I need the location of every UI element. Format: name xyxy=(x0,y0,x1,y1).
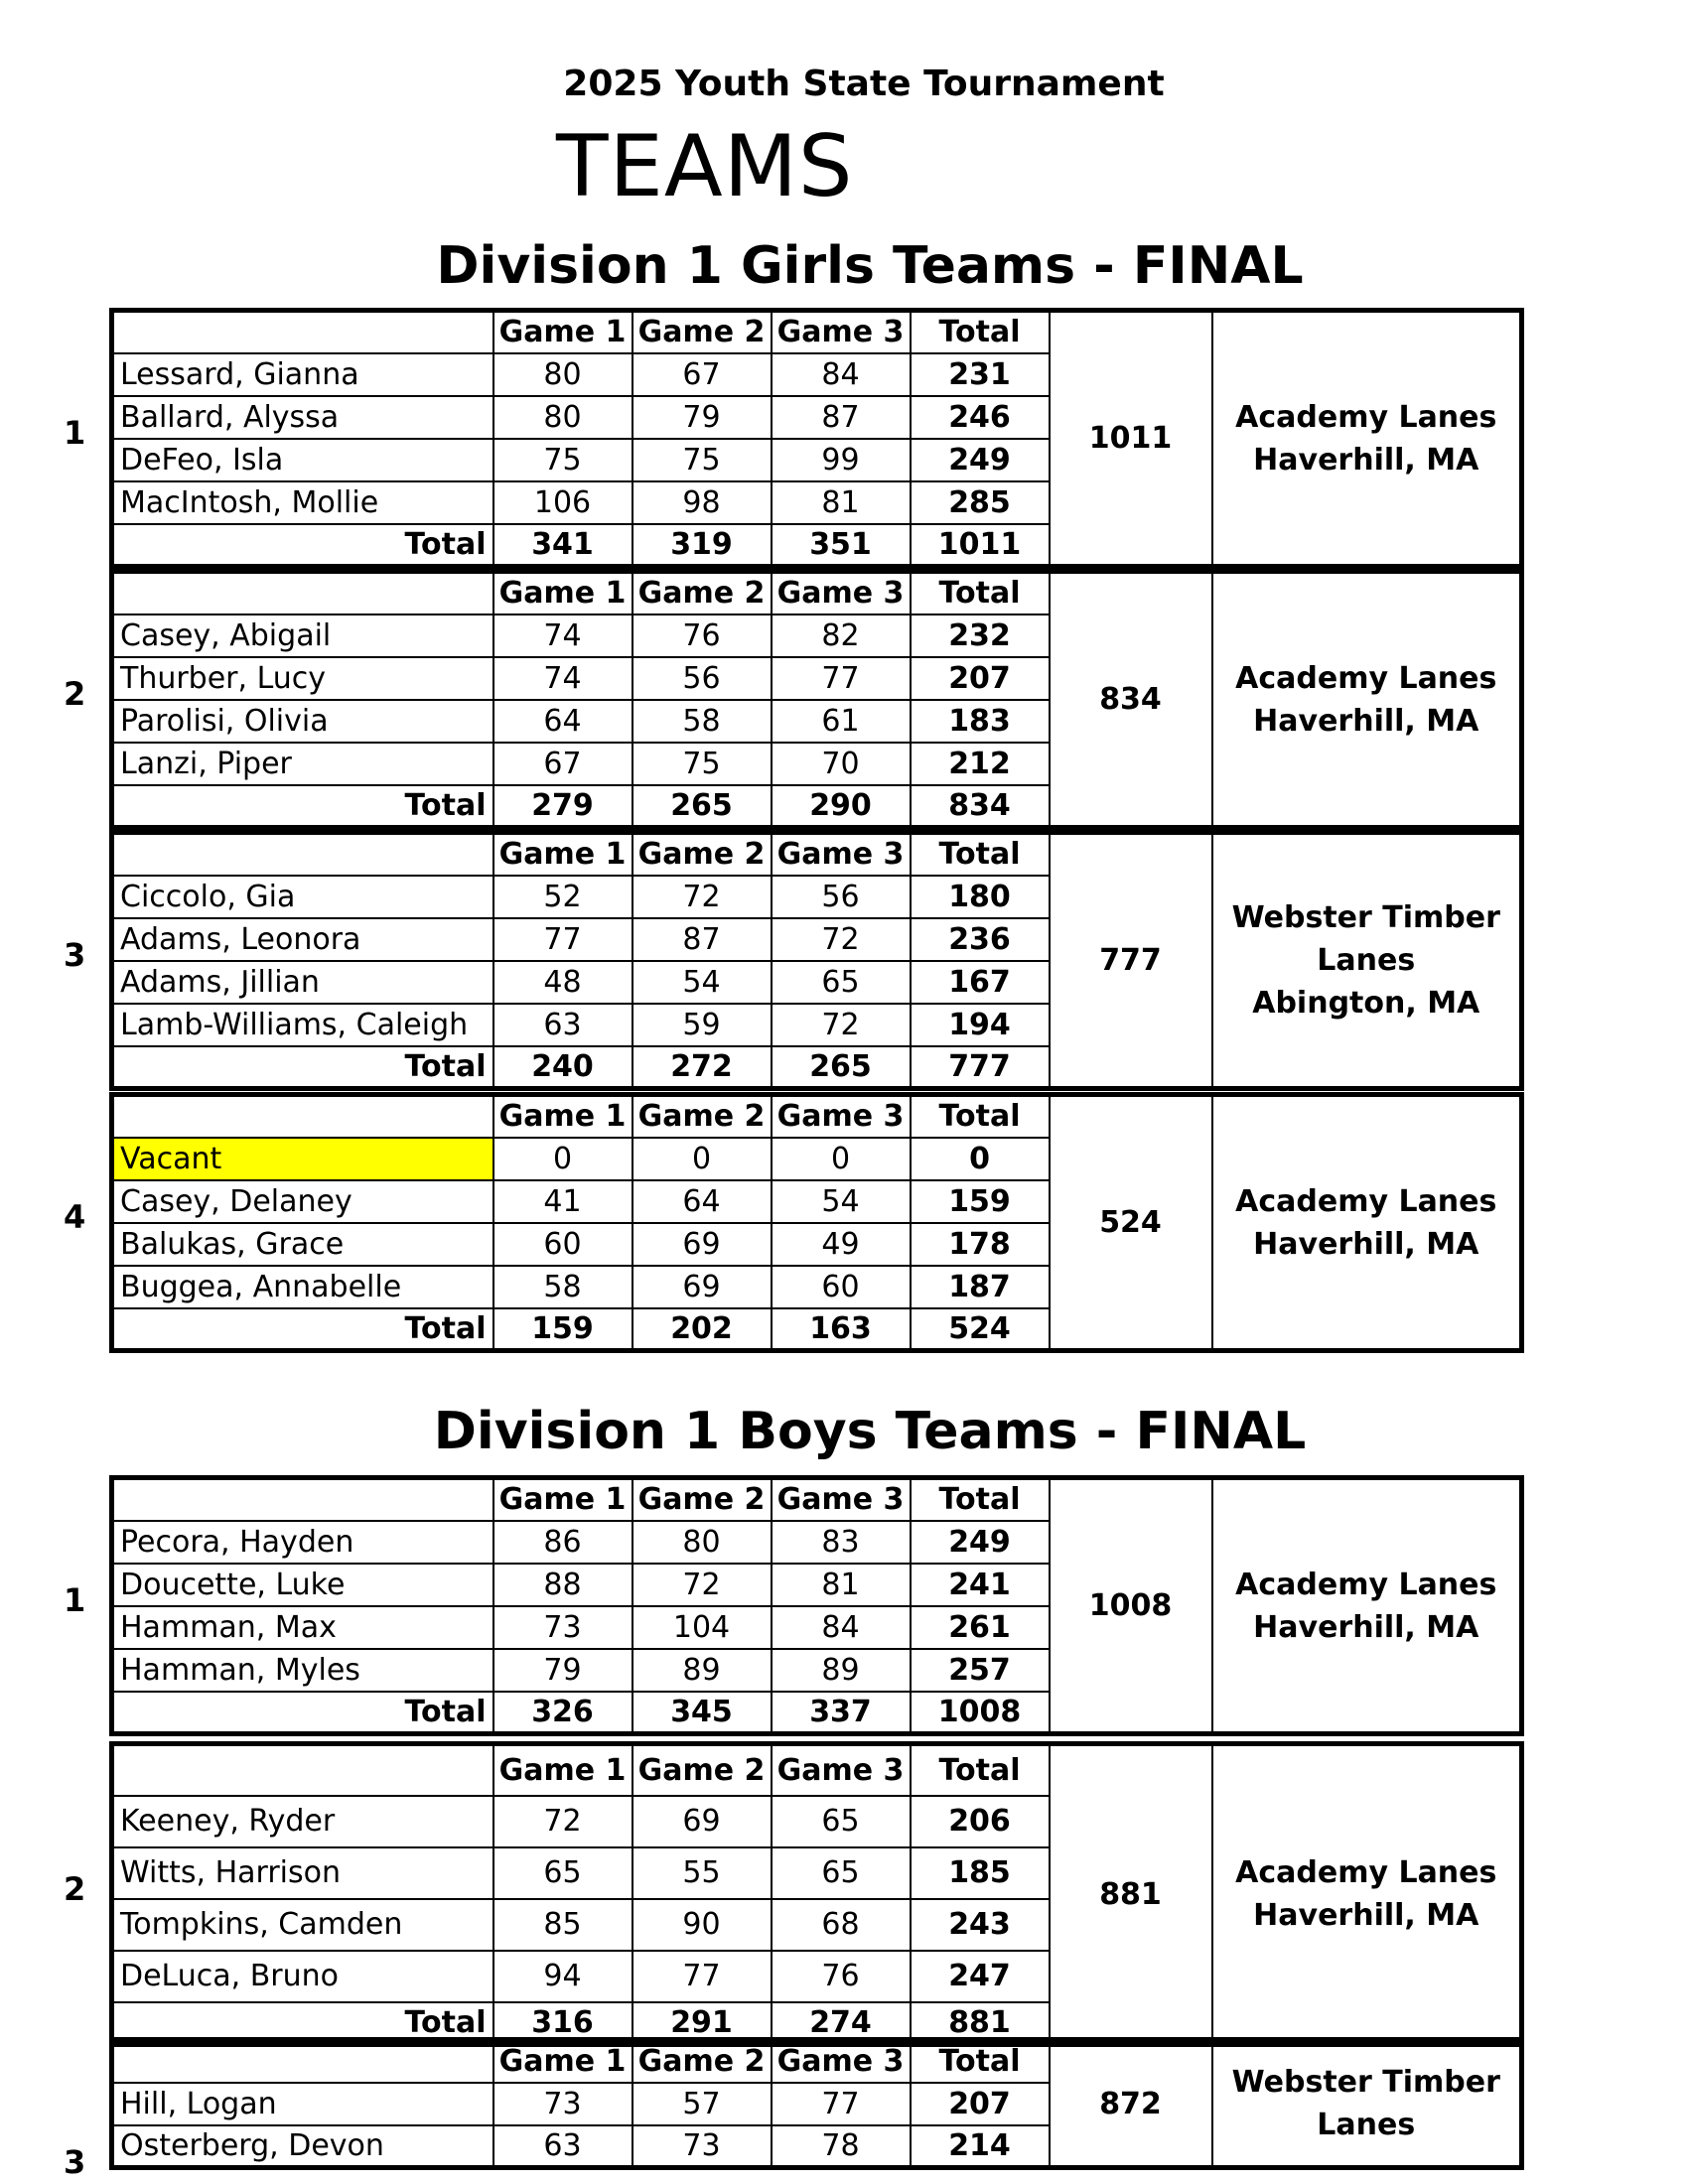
bowler-name: DeLuca, Bruno xyxy=(112,1951,493,2002)
game-2-total: 272 xyxy=(633,1046,772,1089)
bowler-total: 214 xyxy=(911,2125,1050,2168)
game-3-score: 54 xyxy=(772,1180,911,1223)
bowler-name: Balukas, Grace xyxy=(112,1223,493,1266)
bowler-total: 194 xyxy=(911,1004,1050,1046)
bowler-name: Thurber, Lucy xyxy=(112,657,493,700)
name-header-cell xyxy=(112,1095,493,1138)
team-block xyxy=(109,830,1524,1091)
page-heading: TEAMS xyxy=(556,117,854,216)
game-1-score: 86 xyxy=(493,1521,633,1564)
bowler-name: Hamman, Myles xyxy=(112,1649,493,1692)
game-1-total: 341 xyxy=(493,524,633,567)
column-header: Game 3 xyxy=(772,1095,911,1138)
game-2-score: 0 xyxy=(633,1138,772,1180)
bowler-total: 285 xyxy=(911,481,1050,524)
location-line: Haverhill, MA xyxy=(1253,1609,1479,1645)
bowler-total: 185 xyxy=(911,1847,1050,1899)
team-rank: 3 xyxy=(64,2143,86,2174)
location-line: Academy Lanes xyxy=(1235,1567,1497,1602)
game-1-total: 316 xyxy=(493,2002,633,2045)
column-header: Game 1 xyxy=(493,1095,633,1138)
team-rank: 3 xyxy=(64,936,86,974)
column-header: Game 3 xyxy=(772,2040,911,2083)
bowler-name: Vacant xyxy=(112,1138,493,1180)
game-2-score: 90 xyxy=(633,1899,772,1951)
game-1-score: 73 xyxy=(493,1606,633,1649)
division-title: Division 1 Boys Teams - FINAL xyxy=(433,1402,1307,1461)
column-header: Total xyxy=(911,1478,1050,1521)
team-block xyxy=(109,1475,1524,1736)
team-score-table xyxy=(109,569,1524,830)
game-2-score: 80 xyxy=(633,1521,772,1564)
game-3-score: 72 xyxy=(772,918,911,961)
team-total: 777 xyxy=(1050,833,1212,1089)
totals-label: Total xyxy=(112,2002,493,2045)
column-header: Game 2 xyxy=(633,1095,772,1138)
bowler-name: Casey, Abigail xyxy=(112,614,493,657)
team-total: 1008 xyxy=(1050,1478,1212,1734)
game-1-score: 52 xyxy=(493,876,633,918)
location-line: Haverhill, MA xyxy=(1253,703,1479,739)
game-2-total: 265 xyxy=(633,785,772,828)
game-3-total: 163 xyxy=(772,1308,911,1351)
totals-label: Total xyxy=(112,524,493,567)
bowler-total: 212 xyxy=(911,743,1050,785)
division-title: Division 1 Girls Teams - FINAL xyxy=(436,236,1304,296)
game-2-score: 72 xyxy=(633,876,772,918)
bowler-name: Keeney, Ryder xyxy=(112,1796,493,1847)
location-line: Abington, MA xyxy=(1252,986,1480,1021)
team-score-table xyxy=(109,2037,1524,2170)
location-line: Academy Lanes xyxy=(1235,1183,1497,1219)
team-location xyxy=(1212,311,1522,567)
column-header: Game 1 xyxy=(493,572,633,614)
bowler-total: 178 xyxy=(911,1223,1050,1266)
game-2-total: 291 xyxy=(633,2002,772,2045)
team-location xyxy=(1212,1744,1522,2045)
column-header: Game 2 xyxy=(633,833,772,876)
bowler-name: Ciccolo, Gia xyxy=(112,876,493,918)
game-1-score: 106 xyxy=(493,481,633,524)
column-header: Total xyxy=(911,1744,1050,1796)
game-1-score: 77 xyxy=(493,918,633,961)
game-2-score: 79 xyxy=(633,396,772,439)
bowler-total: 207 xyxy=(911,2083,1050,2125)
location-line: Lanes xyxy=(1317,2108,1416,2142)
bowler-total: 249 xyxy=(911,1521,1050,1564)
game-1-score: 73 xyxy=(493,2083,633,2125)
game-1-score: 67 xyxy=(493,743,633,785)
team-score-table xyxy=(109,1741,1524,2047)
game-3-score: 99 xyxy=(772,439,911,481)
game-3-score: 89 xyxy=(772,1649,911,1692)
game-3-score: 72 xyxy=(772,1004,911,1046)
team-rank: 4 xyxy=(64,1198,86,1236)
team-block xyxy=(109,2037,1524,2170)
name-header-cell xyxy=(112,311,493,353)
column-header: Game 3 xyxy=(772,833,911,876)
team-rank: 1 xyxy=(64,1581,86,1619)
team-total: 834 xyxy=(1050,572,1212,828)
column-header: Total xyxy=(911,311,1050,353)
game-2-score: 55 xyxy=(633,1847,772,1899)
game-3-score: 68 xyxy=(772,1899,911,1951)
column-header: Game 3 xyxy=(772,1744,911,1796)
bowler-total: 261 xyxy=(911,1606,1050,1649)
game-2-score: 73 xyxy=(633,2125,772,2168)
team-block xyxy=(109,1741,1524,2047)
bowler-total: 159 xyxy=(911,1180,1050,1223)
header-row xyxy=(112,2040,1522,2083)
game-3-total: 337 xyxy=(772,1692,911,1734)
game-1-score: 41 xyxy=(493,1180,633,1223)
bowler-total: 187 xyxy=(911,1266,1050,1308)
document-title: 2025 Youth State Tournament xyxy=(563,64,1165,104)
header-row xyxy=(112,572,1522,614)
bowler-total: 0 xyxy=(911,1138,1050,1180)
team-score-table xyxy=(109,1475,1524,1736)
bowler-total: 246 xyxy=(911,396,1050,439)
game-3-score: 61 xyxy=(772,700,911,743)
header-row xyxy=(112,833,1522,876)
team-location xyxy=(1212,572,1522,828)
bowler-name: Casey, Delaney xyxy=(112,1180,493,1223)
location-line: Academy Lanes xyxy=(1235,399,1497,435)
column-header: Game 1 xyxy=(493,1478,633,1521)
game-1-score: 85 xyxy=(493,1899,633,1951)
game-1-score: 0 xyxy=(493,1138,633,1180)
game-1-score: 72 xyxy=(493,1796,633,1847)
name-header-cell xyxy=(112,572,493,614)
bowler-name: DeFeo, Isla xyxy=(112,439,493,481)
column-header: Game 2 xyxy=(633,2040,772,2083)
team-rank: 1 xyxy=(64,414,86,452)
team-location xyxy=(1212,2040,1522,2168)
team-rank: 2 xyxy=(64,675,86,713)
bowler-name: Lanzi, Piper xyxy=(112,743,493,785)
name-header-cell xyxy=(112,1478,493,1521)
location-line: Haverhill, MA xyxy=(1253,1898,1479,1933)
grand-total: 1008 xyxy=(911,1692,1050,1734)
game-1-score: 75 xyxy=(493,439,633,481)
bowler-name: Buggea, Annabelle xyxy=(112,1266,493,1308)
bowler-name: Osterberg, Devon xyxy=(112,2125,493,2168)
game-2-score: 104 xyxy=(633,1606,772,1649)
grand-total: 1011 xyxy=(911,524,1050,567)
column-header: Game 2 xyxy=(633,1478,772,1521)
name-header-cell xyxy=(112,2040,493,2083)
game-1-score: 64 xyxy=(493,700,633,743)
bowler-total: 180 xyxy=(911,876,1050,918)
column-header: Game 2 xyxy=(633,311,772,353)
game-2-score: 56 xyxy=(633,657,772,700)
game-1-score: 94 xyxy=(493,1951,633,2002)
team-total: 1011 xyxy=(1050,311,1212,567)
game-3-score: 65 xyxy=(772,1847,911,1899)
game-3-score: 65 xyxy=(772,1796,911,1847)
bowler-total: 206 xyxy=(911,1796,1050,1847)
bowler-total: 183 xyxy=(911,700,1050,743)
column-header: Game 3 xyxy=(772,572,911,614)
bowler-name: Doucette, Luke xyxy=(112,1564,493,1606)
game-2-score: 54 xyxy=(633,961,772,1004)
game-2-total: 319 xyxy=(633,524,772,567)
location-line: Webster Timber xyxy=(1231,900,1500,935)
game-1-total: 326 xyxy=(493,1692,633,1734)
game-1-score: 63 xyxy=(493,2125,633,2168)
game-1-score: 63 xyxy=(493,1004,633,1046)
bowler-name: Lessard, Gianna xyxy=(112,353,493,396)
bowler-name: Adams, Leonora xyxy=(112,918,493,961)
column-header: Game 1 xyxy=(493,2040,633,2083)
column-header: Game 1 xyxy=(493,311,633,353)
bowler-total: 167 xyxy=(911,961,1050,1004)
game-2-total: 345 xyxy=(633,1692,772,1734)
game-2-total: 202 xyxy=(633,1308,772,1351)
game-1-score: 74 xyxy=(493,657,633,700)
name-header-cell xyxy=(112,833,493,876)
name-header-cell xyxy=(112,1744,493,1796)
bowler-name: Ballard, Alyssa xyxy=(112,396,493,439)
game-2-score: 98 xyxy=(633,481,772,524)
game-3-score: 84 xyxy=(772,353,911,396)
grand-total: 834 xyxy=(911,785,1050,828)
team-block xyxy=(109,308,1524,569)
grand-total: 777 xyxy=(911,1046,1050,1089)
game-1-score: 74 xyxy=(493,614,633,657)
game-1-score: 65 xyxy=(493,1847,633,1899)
game-2-score: 76 xyxy=(633,614,772,657)
bowler-total: 257 xyxy=(911,1649,1050,1692)
location-line: Lanes xyxy=(1317,943,1416,978)
team-total: 524 xyxy=(1050,1095,1212,1351)
column-header: Total xyxy=(911,572,1050,614)
game-2-score: 57 xyxy=(633,2083,772,2125)
bowler-name: Hamman, Max xyxy=(112,1606,493,1649)
bowler-total: 241 xyxy=(911,1564,1050,1606)
game-3-score: 82 xyxy=(772,614,911,657)
team-block xyxy=(109,569,1524,830)
bowler-total: 243 xyxy=(911,1899,1050,1951)
game-1-score: 88 xyxy=(493,1564,633,1606)
bowler-total: 231 xyxy=(911,353,1050,396)
game-2-score: 59 xyxy=(633,1004,772,1046)
game-3-score: 49 xyxy=(772,1223,911,1266)
game-3-score: 60 xyxy=(772,1266,911,1308)
team-score-table xyxy=(109,830,1524,1091)
location-line: Haverhill, MA xyxy=(1253,1226,1479,1262)
team-location xyxy=(1212,833,1522,1089)
game-2-score: 58 xyxy=(633,700,772,743)
game-3-score: 83 xyxy=(772,1521,911,1564)
bowler-total: 247 xyxy=(911,1951,1050,2002)
game-3-score: 87 xyxy=(772,396,911,439)
grand-total: 881 xyxy=(911,2002,1050,2045)
game-3-total: 351 xyxy=(772,524,911,567)
game-3-score: 77 xyxy=(772,2083,911,2125)
location-line: Academy Lanes xyxy=(1235,1855,1497,1890)
team-score-table xyxy=(109,1092,1524,1353)
column-header: Game 1 xyxy=(493,1744,633,1796)
column-header: Total xyxy=(911,1095,1050,1138)
bowler-name: Hill, Logan xyxy=(112,2083,493,2125)
column-header: Game 3 xyxy=(772,311,911,353)
game-1-score: 58 xyxy=(493,1266,633,1308)
game-3-score: 77 xyxy=(772,657,911,700)
grand-total: 524 xyxy=(911,1308,1050,1351)
header-row xyxy=(112,1478,1522,1521)
team-location xyxy=(1212,1095,1522,1351)
bowler-name: Witts, Harrison xyxy=(112,1847,493,1899)
header-row xyxy=(112,1744,1522,1796)
game-1-total: 279 xyxy=(493,785,633,828)
game-3-score: 56 xyxy=(772,876,911,918)
location-line: Academy Lanes xyxy=(1235,660,1497,696)
game-2-score: 87 xyxy=(633,918,772,961)
game-1-score: 48 xyxy=(493,961,633,1004)
bowler-total: 236 xyxy=(911,918,1050,961)
bowler-name: Pecora, Hayden xyxy=(112,1521,493,1564)
column-header: Game 3 xyxy=(772,1478,911,1521)
game-1-total: 159 xyxy=(493,1308,633,1351)
game-3-score: 78 xyxy=(772,2125,911,2168)
game-3-total: 290 xyxy=(772,785,911,828)
game-3-score: 0 xyxy=(772,1138,911,1180)
game-2-score: 72 xyxy=(633,1564,772,1606)
game-3-score: 65 xyxy=(772,961,911,1004)
game-3-score: 81 xyxy=(772,1564,911,1606)
header-row xyxy=(112,1095,1522,1138)
team-block xyxy=(109,1092,1524,1353)
bowler-total: 207 xyxy=(911,657,1050,700)
game-2-score: 77 xyxy=(633,1951,772,2002)
location-line: Webster Timber xyxy=(1231,2065,1500,2100)
column-header: Total xyxy=(911,2040,1050,2083)
game-2-score: 75 xyxy=(633,743,772,785)
game-2-score: 69 xyxy=(633,1223,772,1266)
game-2-score: 64 xyxy=(633,1180,772,1223)
bowler-total: 232 xyxy=(911,614,1050,657)
bowler-name: Parolisi, Olivia xyxy=(112,700,493,743)
team-score-table xyxy=(109,308,1524,569)
game-3-score: 70 xyxy=(772,743,911,785)
totals-label: Total xyxy=(112,785,493,828)
column-header: Game 2 xyxy=(633,1744,772,1796)
game-1-score: 80 xyxy=(493,396,633,439)
game-2-score: 89 xyxy=(633,1649,772,1692)
bowler-name: Lamb-Williams, Caleigh xyxy=(112,1004,493,1046)
totals-label: Total xyxy=(112,1692,493,1734)
game-1-score: 80 xyxy=(493,353,633,396)
game-1-total: 240 xyxy=(493,1046,633,1089)
game-1-score: 79 xyxy=(493,1649,633,1692)
game-2-score: 75 xyxy=(633,439,772,481)
team-total: 872 xyxy=(1050,2040,1212,2168)
column-header: Total xyxy=(911,833,1050,876)
bowler-name: Adams, Jillian xyxy=(112,961,493,1004)
column-header: Game 1 xyxy=(493,833,633,876)
team-location xyxy=(1212,1478,1522,1734)
bowler-total: 249 xyxy=(911,439,1050,481)
game-2-score: 69 xyxy=(633,1266,772,1308)
game-2-score: 67 xyxy=(633,353,772,396)
game-2-score: 69 xyxy=(633,1796,772,1847)
team-rank: 2 xyxy=(64,1869,86,1908)
location-line: Haverhill, MA xyxy=(1253,442,1479,478)
team-total: 881 xyxy=(1050,1744,1212,2045)
game-1-score: 60 xyxy=(493,1223,633,1266)
bowler-name: MacIntosh, Mollie xyxy=(112,481,493,524)
totals-label: Total xyxy=(112,1046,493,1089)
bowler-name: Tompkins, Camden xyxy=(112,1899,493,1951)
game-3-score: 76 xyxy=(772,1951,911,2002)
game-3-score: 81 xyxy=(772,481,911,524)
game-3-total: 274 xyxy=(772,2002,911,2045)
column-header: Game 2 xyxy=(633,572,772,614)
game-3-total: 265 xyxy=(772,1046,911,1089)
totals-label: Total xyxy=(112,1308,493,1351)
game-3-score: 84 xyxy=(772,1606,911,1649)
header-row xyxy=(112,311,1522,353)
